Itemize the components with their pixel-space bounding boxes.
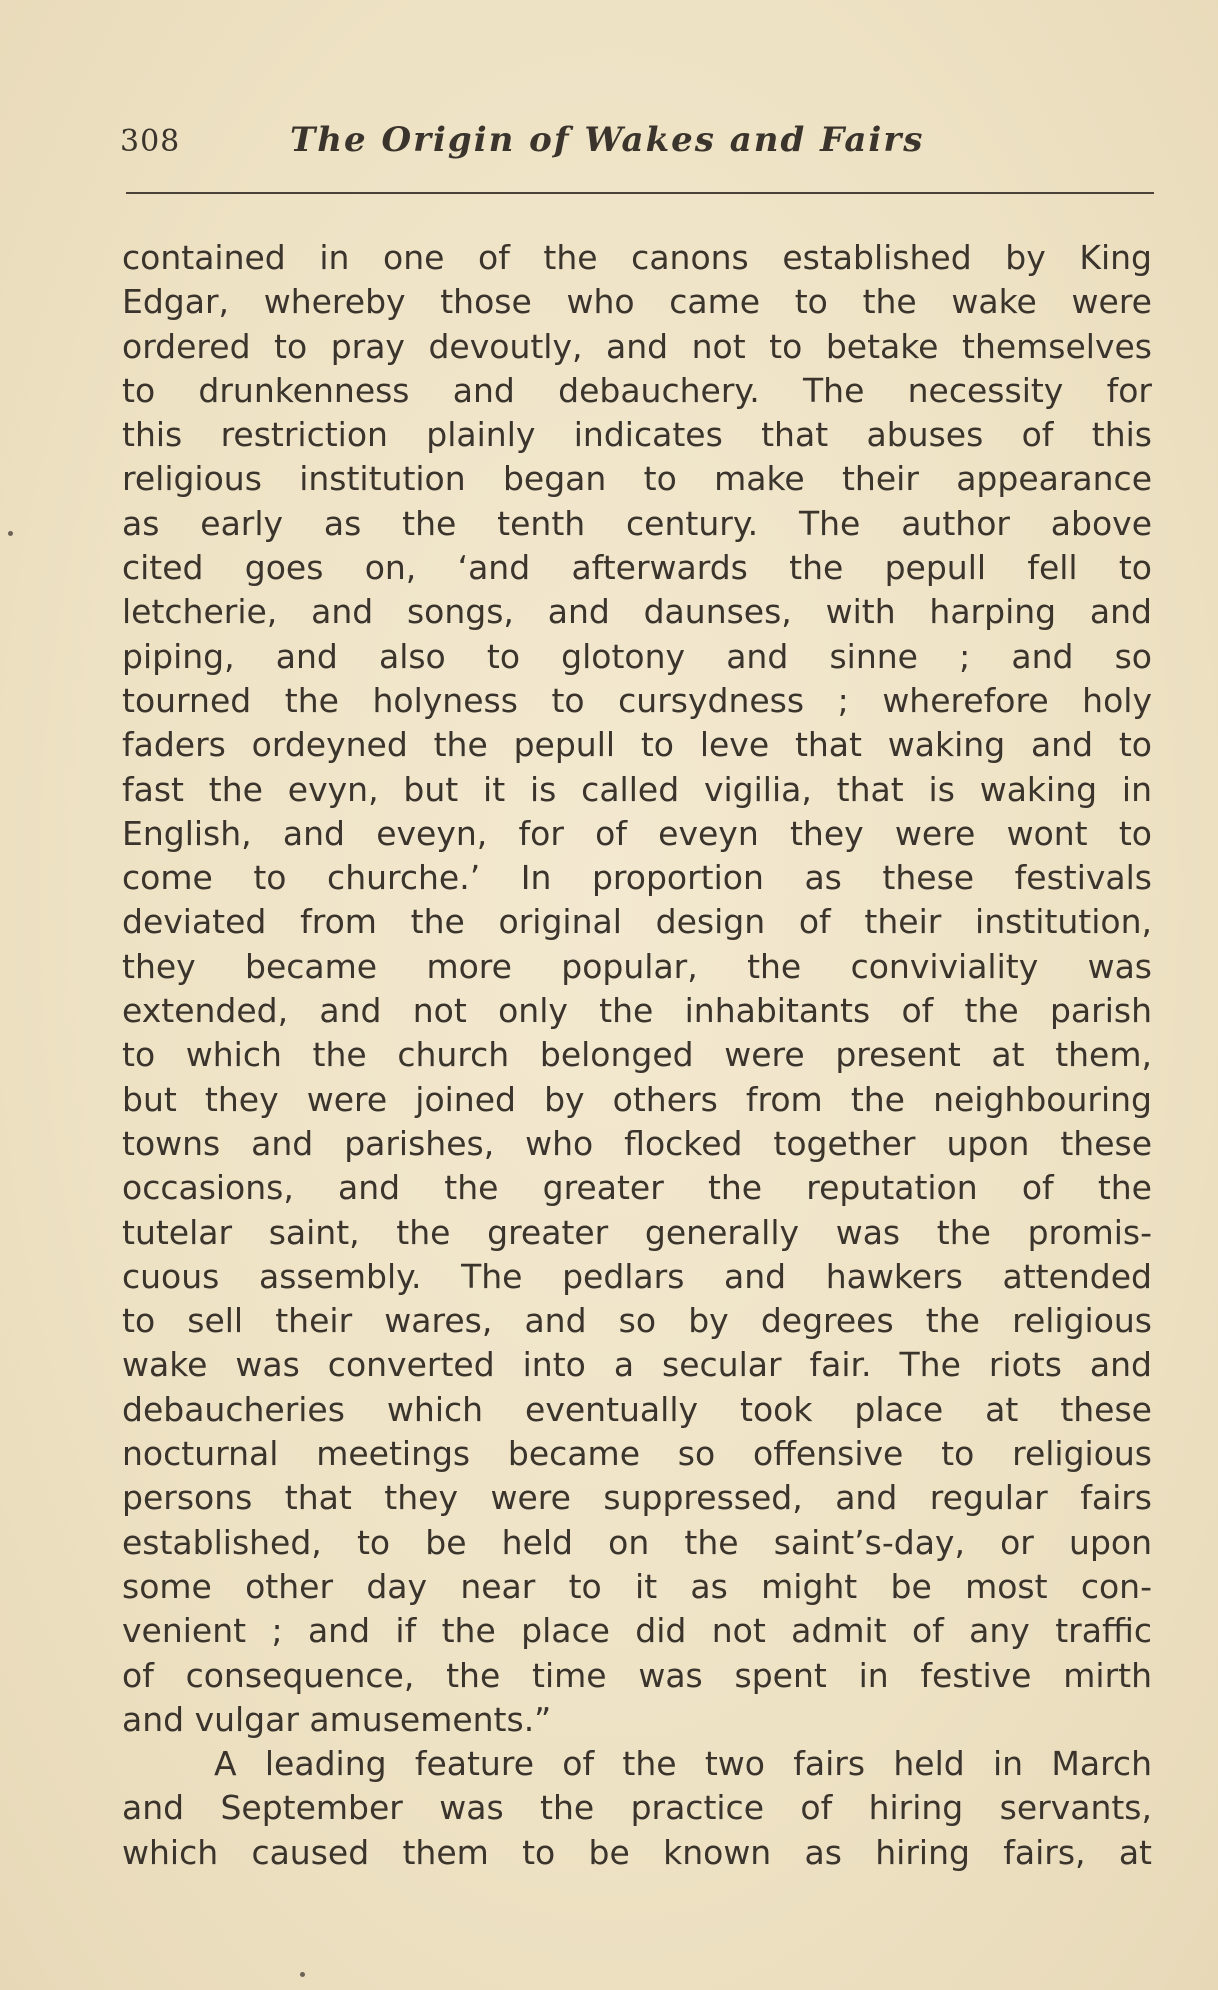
text-line: established, to be held on the saint’s-day, or upon: [122, 1522, 1152, 1562]
text-line: deviated from the original design of their institution,: [122, 902, 1152, 942]
text-line: and vulgar amusements.”: [122, 1699, 552, 1739]
text-line: persons that they were suppressed, and regular fairs: [122, 1478, 1152, 1518]
page-header: [120, 118, 1150, 168]
text-line: debaucheries which eventually took place at these: [122, 1389, 1152, 1429]
header-rule: [126, 192, 1154, 194]
text-line: tourned the holyness to cursydness ; wherefore holy: [122, 680, 1152, 720]
text-line: Edgar, whereby those who came to the wake were: [122, 282, 1152, 322]
margin-speck: [8, 531, 13, 536]
text-line: A leading feature of the two fairs held in March: [214, 1744, 1152, 1784]
text-line: letcherie, and songs, and daunses, with harping and: [122, 592, 1152, 632]
text-line: religious institution began to make their appearance: [122, 459, 1152, 499]
margin-speck: [300, 1972, 305, 1977]
text-line: tutelar saint, the greater generally was the promis-: [122, 1212, 1152, 1252]
text-line: contained in one of the canons established by King: [122, 238, 1152, 277]
text-line: as early as the tenth century. The author above: [122, 503, 1152, 543]
page-number: 308: [120, 124, 181, 159]
text-line: wake was converted into a secular fair. The riots and: [122, 1345, 1152, 1385]
text-line: cuous assembly. The pedlars and hawkers attended: [122, 1256, 1152, 1296]
text-line: venient ; and if the place did not admit of any traffic: [122, 1611, 1152, 1651]
text-line: occasions, and the greater the reputation of the: [122, 1168, 1152, 1208]
text-line: towns and parishes, who flocked together upon these: [122, 1123, 1152, 1163]
text-line: ordered to pray devoutly, and not to betake themselves: [122, 326, 1152, 366]
text-line: and September was the practice of hiring servants,: [122, 1788, 1152, 1828]
text-line: of consequence, the time was spent in festive mirth: [122, 1655, 1152, 1695]
text-line: some other day near to it as might be most con-: [122, 1566, 1152, 1606]
text-line: English, and eveyn, for of eveyn they were wont to: [122, 813, 1152, 853]
text-line: to sell their wares, and so by degrees the religious: [122, 1301, 1152, 1341]
text-line: to drunkenness and debauchery. The necessity for: [122, 370, 1152, 410]
body-text: [122, 236, 1152, 1875]
text-line: extended, and not only the inhabitants of the parish: [122, 991, 1152, 1031]
text-line: piping, and also to glotony and sinne ; and so: [122, 636, 1152, 676]
text-line: they became more popular, the conviviality was: [122, 946, 1152, 986]
text-line: come to churche.’ In proportion as these festivals: [122, 858, 1152, 898]
running-head: The Origin of Wakes and Fairs: [290, 120, 925, 160]
text-line: this restriction plainly indicates that abuses of this: [122, 415, 1152, 455]
text-line: cited goes on, ‘and afterwards the pepull fell to: [122, 548, 1152, 588]
text-line: but they were joined by others from the neighbouring: [122, 1079, 1152, 1119]
text-line: to which the church belonged were present at them,: [122, 1035, 1152, 1075]
text-line: faders ordeyned the pepull to leve that waking and to: [122, 725, 1152, 765]
text-line: nocturnal meetings became so offensive to religious: [122, 1434, 1152, 1474]
text-line: fast the evyn, but it is called vigilia, that is waking in: [122, 769, 1152, 809]
text-line: which caused them to be known as hiring fairs, at: [122, 1832, 1152, 1872]
